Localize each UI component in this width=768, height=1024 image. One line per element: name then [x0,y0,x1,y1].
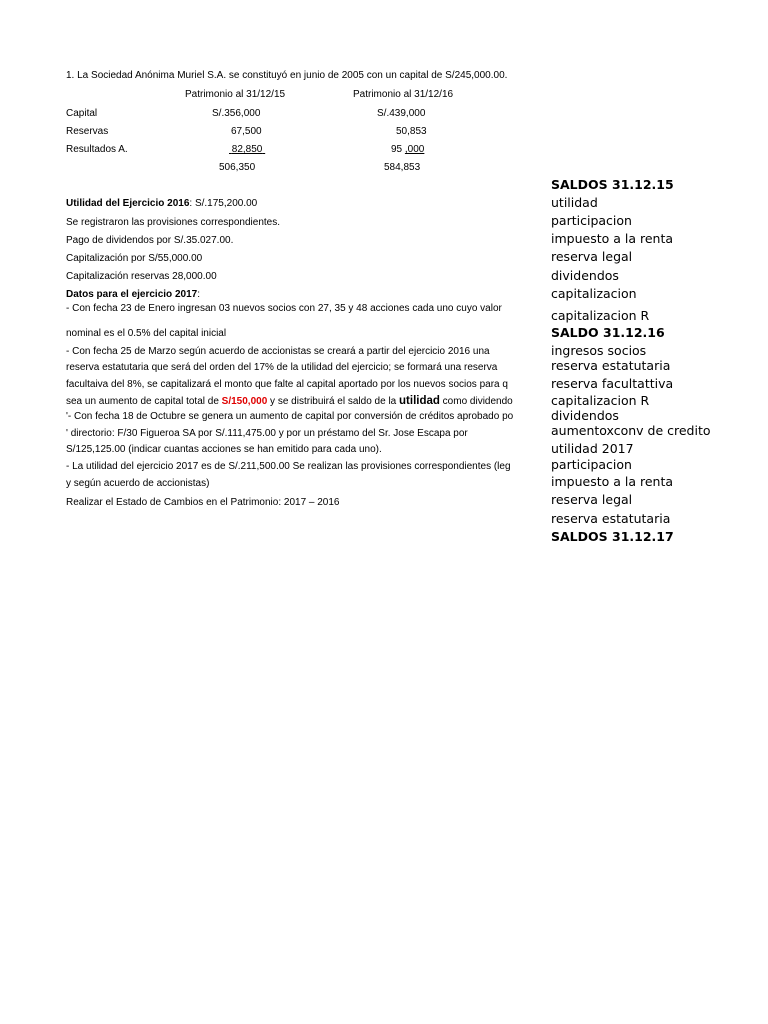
row-label-resultados: Resultados A. [66,144,128,155]
utilidad-2016: Utilidad del Ejercicio 2016: S/.175,200.00 [66,198,258,209]
para-line-2: nominal es el 0.5% del capital inicial [66,328,227,339]
intro-text: 1. La Sociedad Anónima Muriel S.A. se constituyó en junio de 2005 con un capital de S/245,000.00. [66,70,508,81]
para-line-5: facultaiva del 8%, se capitalizará el monto que falte al capital aportado por los nuevos socios para q [66,379,508,390]
right-reserva-legal: reserva legal [551,249,633,264]
right-reserva-facultativa: reserva facultattiva [551,376,674,391]
right-utilidad-2017: utilidad 2017 [551,441,634,456]
reservas-2015: 67,500 [231,126,262,137]
para-line-10: - La utilidad del ejercicio 2017 es de S/.211,500.00 Se realizan las provisiones correspondientes (leg [66,461,511,472]
total-2015: 506,350 [219,162,256,173]
para-line-3: - Con fecha 25 de Marzo según acuerdo de accionistas se creará a partir del ejercicio 2016 una [66,346,490,357]
resultados-2015: 82,850 [231,144,263,155]
saldo-2016: SALDO 31.12.16 [551,325,665,340]
para-line-1: - Con fecha 23 de Enero ingresan 03 nuevos socios con 27, 35 y 48 acciones cada uno cuyo valor [66,303,502,314]
para-line-6: sea un aumento de capital total de S/150,000 y se distribuirá el saldo de la utilidad como dividendo [66,395,513,407]
para-line-7: '- Con fecha 18 de Octubre se genera un aumento de capital por conversión de créditos aprobado po [66,411,514,422]
para-line-4: reserva estatutaria que será del orden del 17% de la utilidad del ejercicio; se formará una reserva [66,362,498,373]
capital-2016: S/.439,000 [377,108,426,119]
right-participacion: participacion [551,213,632,228]
right-utilidad: utilidad [551,195,598,210]
row-label-capital: Capital [66,108,98,119]
task-text: Realizar el Estado de Cambios en el Patrimonio: 2017 – 2016 [66,497,340,508]
datos-2017-heading: Datos para el ejercicio 2017: [66,289,200,300]
right-capitalizacion-r: capitalizacion R [551,308,650,323]
line-capitalizacion-reservas: Capitalización reservas 28,000.00 [66,271,217,282]
right-capitalizacion: capitalizacion [551,286,637,301]
right-ingresos-socios: ingresos socios [551,343,647,358]
right-capitalizacion-r2: capitalizacion R [551,393,650,408]
resultados-2016: 95 ,000 [391,144,425,155]
right-participacion2: participacion [551,457,632,472]
reservas-2016: 50,853 [396,126,427,137]
line-capitalizacion: Capitalización por S/55,000.00 [66,253,203,264]
para-line-9: S/125,125.00 (indicar cuantas acciones se han emitido para cada uno). [66,444,382,455]
line-provisiones: Se registraron las provisiones correspondientes. [66,217,280,228]
capital-2015: S/.356,000 [212,108,261,119]
right-impuesto: impuesto a la renta [551,231,674,246]
para-line-11: y según acuerdo de accionistas) [66,478,210,489]
right-dividendos2: dividendos [551,408,619,423]
total-2016: 584,853 [384,162,421,173]
saldos-2015: SALDOS 31.12.15 [551,177,674,192]
right-reserva-legal2: reserva legal [551,492,633,507]
line-dividendos: Pago de dividendos por S/.35.027.00. [66,235,234,246]
right-reserva-estatutaria: reserva estatutaria [551,358,671,373]
right-reserva-estatutaria2: reserva estatutaria [551,511,671,526]
row-label-reservas: Reservas [66,126,109,137]
right-dividendos: dividendos [551,268,619,283]
para-line-8: ' directorio: F/30 Figueroa SA por S/.111,475.00 y por un préstamo del Sr. Jose Escapa por [66,428,468,439]
header-2016: Patrimonio al 31/12/16 [353,89,454,100]
right-aumento-credito: aumentoxconv de credito [551,423,711,438]
header-2015: Patrimonio al 31/12/15 [185,89,286,100]
right-impuesto2: impuesto a la renta [551,474,674,489]
saldos-2017: SALDOS 31.12.17 [551,529,674,544]
